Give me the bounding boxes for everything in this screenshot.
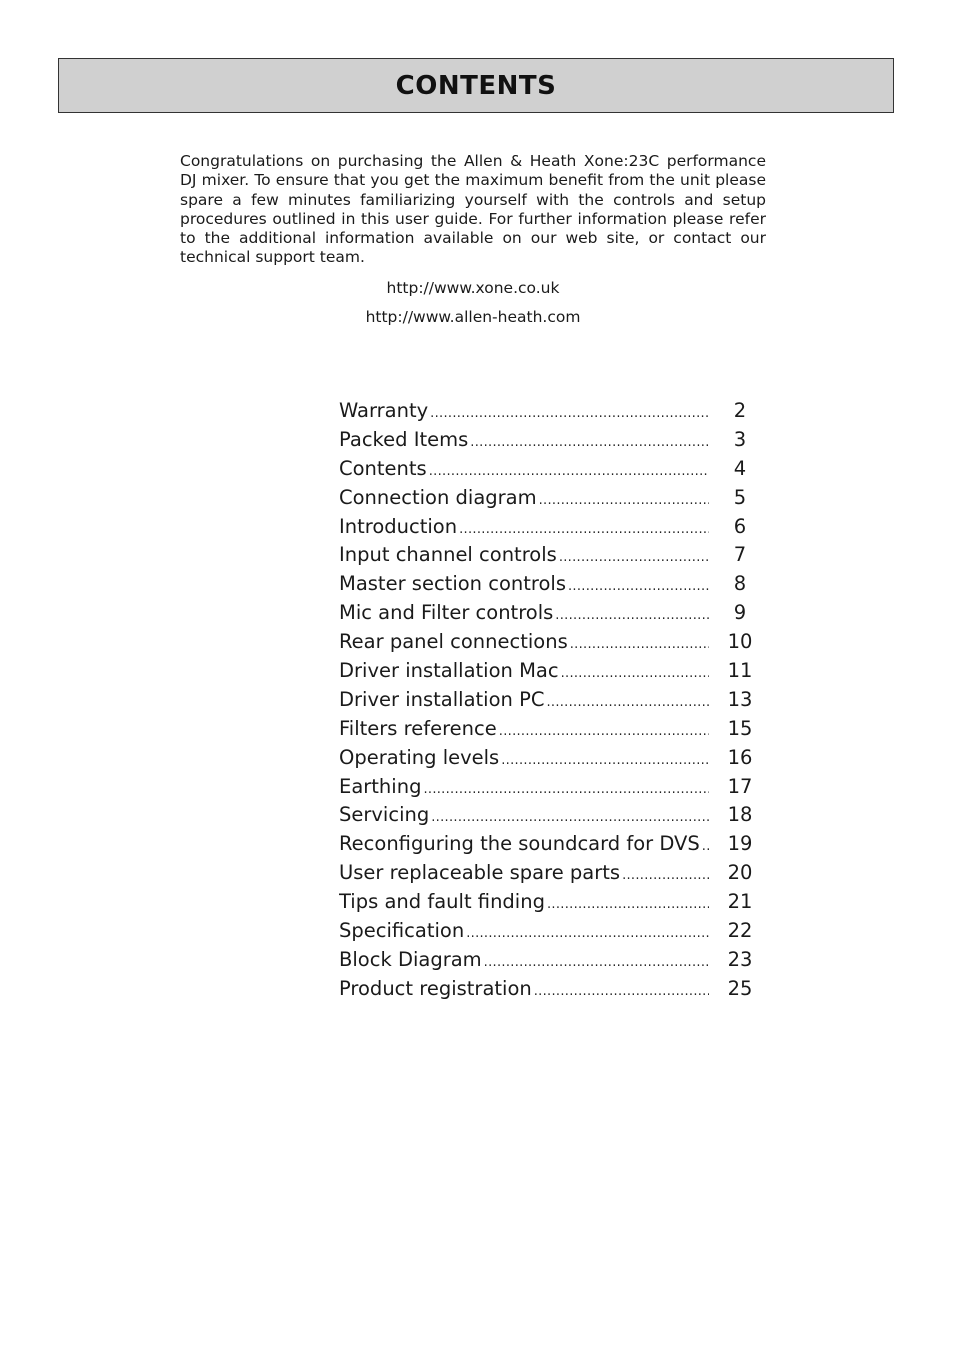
toc-entry-driver-installation-mac[interactable] [339, 657, 779, 686]
dot-leader [429, 458, 709, 487]
toc-page-number: 11 [727, 659, 753, 683]
dot-leader [555, 602, 709, 631]
dot-leader [431, 804, 709, 833]
dot-leader [470, 429, 709, 458]
toc-page-number: 15 [727, 716, 753, 740]
dot-leader [559, 544, 709, 573]
toc-entry-block-diagram[interactable] [339, 946, 779, 975]
toc-page-number: 22 [727, 919, 753, 943]
toc-entry-label: Filters reference [339, 716, 497, 740]
toc-page-number: 8 [733, 572, 747, 596]
toc-entry-operating-levels[interactable] [339, 744, 779, 773]
toc-entry-reconfiguring-soundcard-dvs[interactable] [339, 830, 779, 859]
dot-leader [430, 400, 709, 429]
toc-entry-label: Driver installation PC [339, 687, 545, 711]
toc-entry-product-registration[interactable] [339, 975, 779, 1004]
toc-page-number: 4 [733, 456, 747, 480]
dot-leader [570, 631, 709, 660]
toc-page-number: 2 [733, 399, 747, 422]
toc-entry-label: Block Diagram [339, 947, 482, 971]
toc-entry-label: Driver installation Mac [339, 659, 559, 683]
allen-heath-website-link[interactable]: http://www.allen-heath.com [365, 308, 581, 326]
dot-leader [561, 660, 709, 689]
toc-page-number: 6 [733, 514, 747, 538]
dot-leader [547, 891, 709, 920]
page-title: CONTENTS [395, 70, 557, 101]
toc-entry-introduction[interactable] [339, 513, 779, 542]
toc-entry-label: Operating levels [339, 745, 500, 769]
dot-leader [568, 573, 709, 602]
dot-leader [484, 949, 709, 978]
toc-entry-label: Introduction [339, 514, 458, 538]
toc-entry-user-replaceable-spare-parts[interactable] [339, 859, 779, 888]
dot-leader [702, 833, 709, 862]
toc-entry-packed-items[interactable] [339, 426, 779, 455]
toc-entry-label: Rear panel connections [339, 630, 568, 654]
toc-page-number: 5 [733, 485, 747, 509]
toc-page-number: 17 [727, 774, 753, 798]
toc-entry-driver-installation-pc[interactable] [339, 686, 779, 715]
toc-page-number: 9 [733, 601, 747, 625]
toc-entry-label: Tips and fault finding [339, 890, 545, 914]
toc-page-number: 18 [727, 803, 753, 827]
toc-entry-label: Servicing [339, 803, 430, 827]
toc-entry-label: Warranty [339, 399, 429, 422]
toc-page-number: 16 [727, 745, 753, 769]
toc-entry-label: Mic and Filter controls [339, 601, 554, 625]
toc-entry-contents[interactable] [339, 455, 779, 484]
toc-page-number: 13 [727, 687, 753, 711]
xone-website-link[interactable]: http://www.xone.co.uk [386, 279, 560, 297]
dot-leader [534, 978, 709, 1007]
dot-leader [501, 747, 709, 776]
intro-paragraph: Congratulations on purchasing the Allen & Heath Xone:23C performance DJ mixer. To ensure that you get the maximum benefit from the unit please spare a few minutes familiarizing yourself with the controls and setup procedures outlined in this user guide. For further information please refer to the additional information available on our web site, or contact our technical support team. [180, 152, 766, 267]
toc-page-number: 21 [727, 890, 753, 914]
toc-entry-label: Earthing [339, 774, 422, 798]
toc-page-number: 20 [727, 861, 753, 885]
toc-entry-label: Contents [339, 456, 427, 480]
toc-entry-label: Master section controls [339, 572, 566, 596]
toc-entry-label: Specification [339, 919, 465, 943]
toc-entry-label: Packed Items [339, 427, 469, 451]
dot-leader [459, 516, 709, 545]
toc-entry-connection-diagram[interactable] [339, 484, 779, 513]
dot-leader [499, 718, 709, 747]
toc-entry-tips-and-fault-finding[interactable] [339, 888, 779, 917]
toc-entry-label: Reconfiguring the soundcard for DVS [339, 832, 700, 856]
dot-leader [539, 487, 709, 516]
contents-header-box [58, 58, 894, 113]
toc-page-number: 19 [727, 832, 753, 856]
toc-page-number: 7 [733, 543, 747, 567]
toc-entry-label: Input channel controls [339, 543, 557, 567]
toc-entry-servicing[interactable] [339, 801, 779, 830]
toc-page-number: 25 [727, 976, 753, 1000]
toc-entry-label: Product registration [339, 976, 532, 1000]
toc-page-number: 23 [727, 947, 753, 971]
dot-leader [546, 689, 709, 718]
dot-leader [423, 776, 709, 805]
toc-entry-warranty[interactable] [339, 397, 779, 426]
toc-entry-filters-reference[interactable] [339, 715, 779, 744]
toc-entry-master-section-controls[interactable] [339, 570, 779, 599]
toc-entry-specification[interactable] [339, 917, 779, 946]
toc-page-number: 10 [727, 630, 753, 654]
toc-entry-label: Connection diagram [339, 485, 537, 509]
toc-entry-mic-and-filter-controls[interactable] [339, 599, 779, 628]
toc-entry-earthing[interactable] [339, 773, 779, 802]
dot-leader [622, 862, 709, 891]
dot-leader [466, 920, 709, 949]
toc-entry-input-channel-controls[interactable] [339, 541, 779, 570]
table-of-contents [339, 397, 779, 1004]
toc-entry-label: User replaceable spare parts [339, 861, 621, 885]
toc-page-number: 3 [733, 427, 747, 451]
toc-entry-rear-panel-connections[interactable] [339, 628, 779, 657]
